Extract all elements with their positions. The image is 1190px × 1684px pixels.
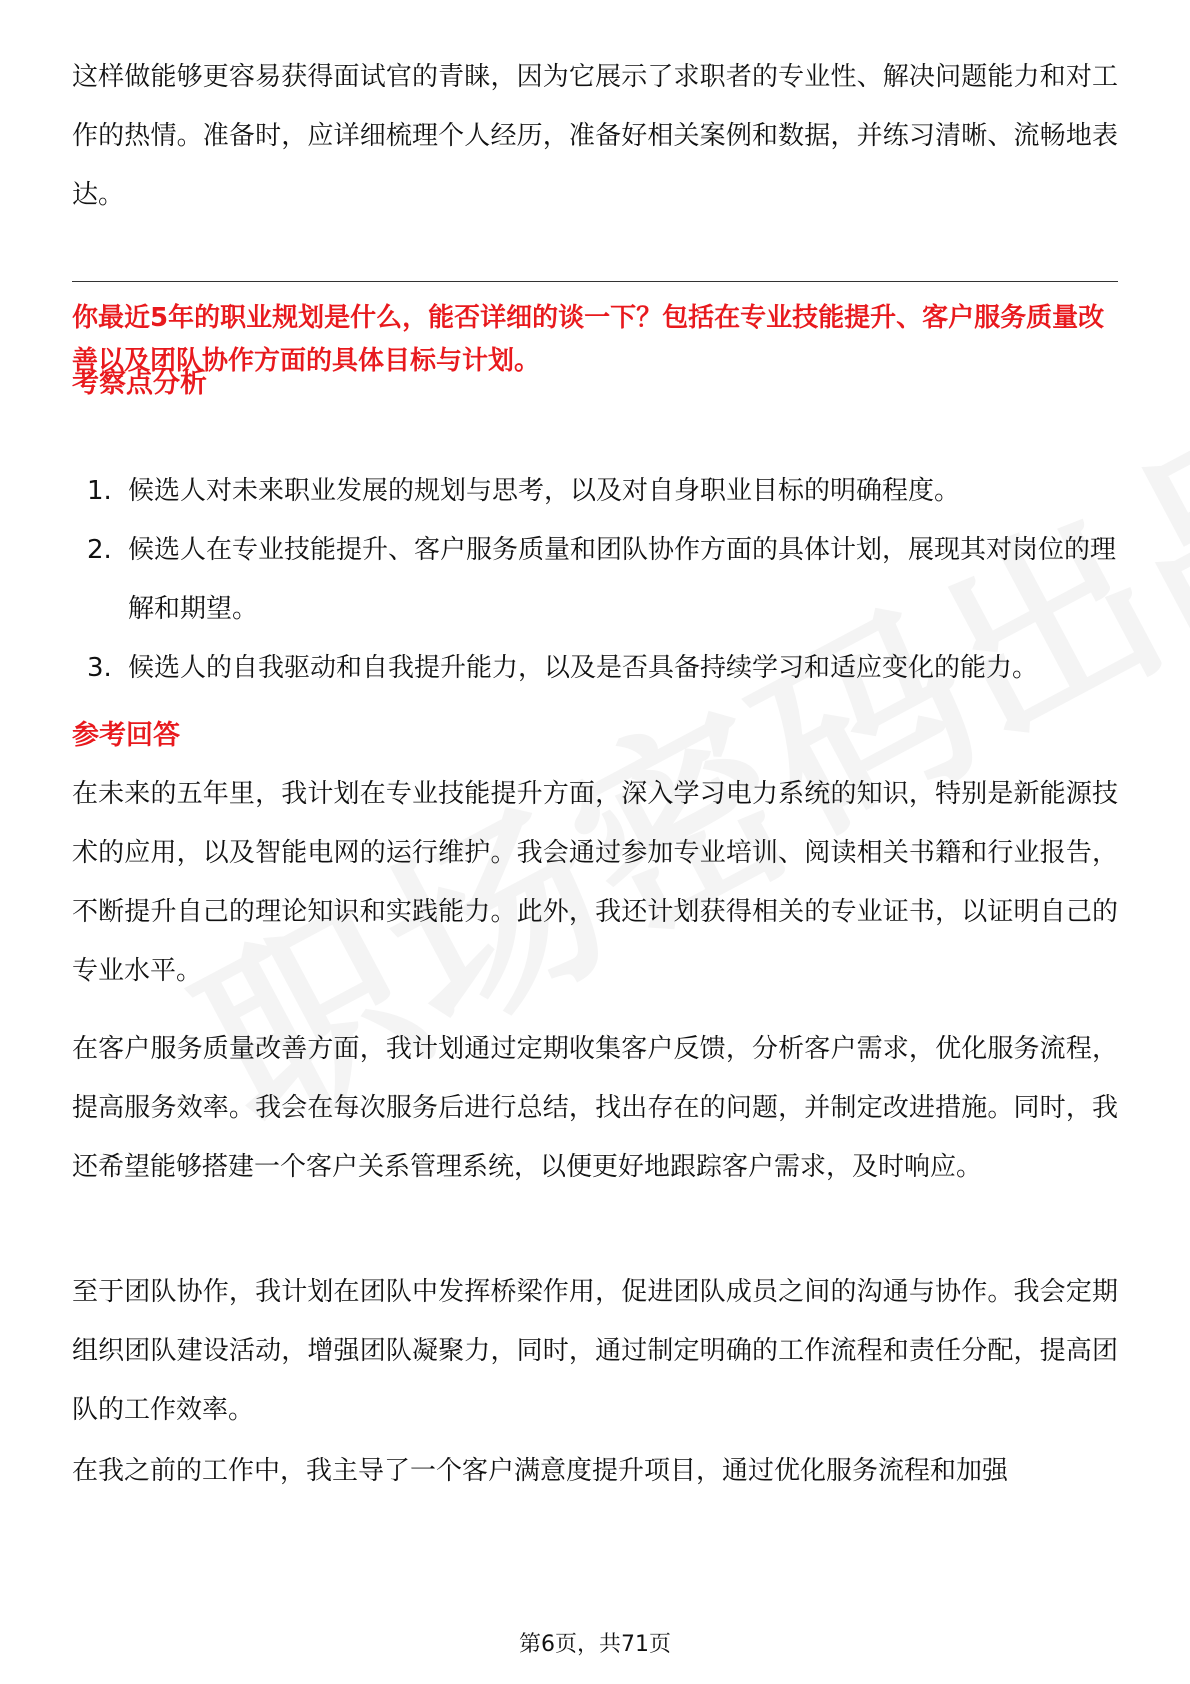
- analysis-list: [72, 462, 1118, 698]
- answer-paragraph: 在我之前的工作中，我主导了一个客户满意度提升项目，通过优化服务流程和加强: [72, 1456, 1009, 1486]
- answer-paragraph: 至于团队协作，我计划在团队中发挥桥梁作用，促进团队成员之间的沟通与协作。我会定期组织团队建设活动，增强团队凝聚力，同时，通过制定明确的工作流程和责任分配，提高团队的工作效率。: [72, 1277, 1118, 1425]
- answer-paragraph: 在未来的五年里，我计划在专业技能提升方面，深入学习电力系统的知识，特别是新能源技术的应用，以及智能电网的运行维护。我会通过参加专业培训、阅读相关书籍和行业报告，不断提升自己的理论知识和实践能力。此外，我还计划获得相关的专业证书，以证明自己的专业水平。: [72, 779, 1118, 986]
- list-item: [72, 521, 1118, 639]
- list-item-number: 3.: [87, 653, 112, 683]
- section-divider: [72, 281, 1118, 282]
- page-number: 第6页，共71页: [519, 1632, 671, 1657]
- list-item: [72, 639, 1118, 698]
- list-item: [72, 462, 1118, 521]
- intro-paragraph: 这样做能够更容易获得面试官的青睐，因为它展示了求职者的专业性、解决问题能力和对工作的热情。准备时，应详细梳理个人经历，准备好相关案例和数据，并练习清晰、流畅地表达。: [72, 62, 1118, 210]
- list-item-number: 1.: [87, 476, 112, 506]
- list-item-number: 2.: [87, 535, 112, 565]
- answer-heading: 参考回答: [72, 720, 180, 751]
- list-item-text: 候选人的自我驱动和自我提升能力，以及是否具备持续学习和适应变化的能力。: [128, 653, 1039, 683]
- list-item-text: 候选人在专业技能提升、客户服务质量和团队协作方面的具体计划，展现其对岗位的理解和期望。: [128, 535, 1117, 624]
- analysis-heading: 考察点分析: [72, 368, 207, 399]
- answer-paragraph: 在客户服务质量改善方面，我计划通过定期收集客户反馈，分析客户需求，优化服务流程，提高服务效率。我会在每次服务后进行总结，找出存在的问题，并制定改进措施。同时，我还希望能够搭建一个客户关系管理系统，以便更好地跟踪客户需求，及时响应。: [72, 1034, 1118, 1182]
- interview-question: 你最近5年的职业规划是什么，能否详细的谈一下？包括在专业技能提升、客户服务质量改善以及团队协作方面的具体目标与计划。: [72, 303, 1105, 376]
- list-item-text: 候选人对未来职业发展的规划与思考，以及对自身职业目标的明确程度。: [128, 476, 961, 506]
